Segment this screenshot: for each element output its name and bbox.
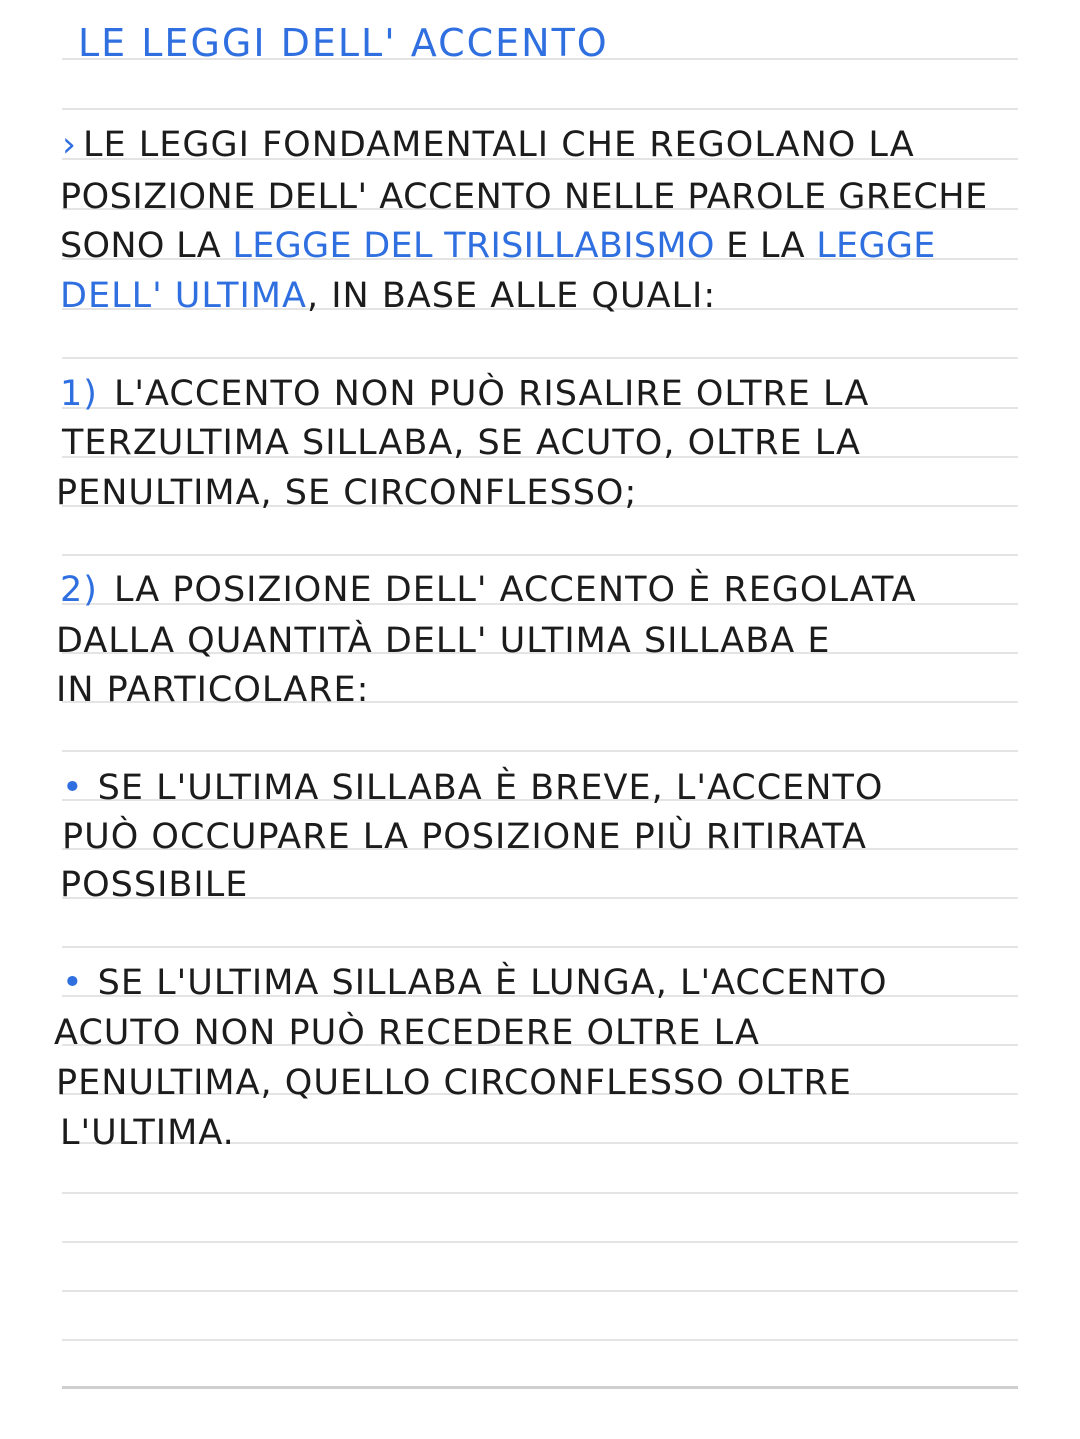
point-text: L'ULTIMA. (60, 1113, 235, 1153)
point-text: SE L'ULTIMA SILLABA È LUNGA, L'ACCENTO (97, 963, 888, 1003)
intro-line-2 (60, 177, 988, 217)
intro-line-3 (60, 226, 936, 266)
intro-text: POSIZIONE DELL' ACCENTO NELLE PAROLE GRECHE (60, 177, 988, 217)
rule-2-line-3 (56, 670, 370, 710)
arrow-bullet-icon: › (62, 125, 77, 165)
point-1-line-1 (62, 768, 884, 808)
law-trisyllabism: LEGGE DEL TRISILLABISMO (232, 226, 715, 266)
intro-text: SONO LA (60, 226, 233, 266)
law-last-syllable: LEGGE (816, 226, 936, 266)
dot-bullet-icon: • (62, 963, 84, 1003)
intro-text: , IN BASE ALLE QUALI: (306, 276, 717, 316)
rule-text: L'ACCENTO NON PUÒ RISALIRE OLTRE LA (113, 374, 870, 414)
rule-1-line-3 (56, 473, 638, 513)
point-2-line-2 (54, 1013, 760, 1053)
rule-text: IN PARTICOLARE: (56, 670, 370, 710)
point-2-line-1 (62, 963, 888, 1003)
dot-bullet-icon: • (62, 768, 84, 808)
rule-number: 1) (60, 374, 98, 414)
intro-text: E LA (714, 226, 817, 266)
rule-text: DALLA QUANTITÀ DELL' ULTIMA SILLABA E (56, 621, 831, 661)
rule-text: PENULTIMA, SE CIRCONFLESSO; (56, 473, 638, 513)
note-title: LE LEGGI DELL' ACCENTO (78, 21, 609, 65)
rule-2-line-1 (60, 570, 917, 610)
rule-text: LA POSIZIONE DELL' ACCENTO È REGOLATA (113, 570, 917, 610)
rule-1-line-2 (62, 423, 861, 463)
intro-text: LE LEGGI FONDAMENTALI CHE REGOLANO LA (83, 125, 915, 165)
point-1-line-2 (62, 817, 867, 857)
law-last-syllable: DELL' ULTIMA (60, 276, 307, 316)
rule-text: TERZULTIMA SILLABA, SE ACUTO, OLTRE LA (62, 423, 861, 463)
rule-1-line-1 (60, 374, 870, 414)
point-1-line-3 (60, 865, 249, 905)
point-text: ACUTO NON PUÒ RECEDERE OLTRE LA (54, 1013, 760, 1053)
point-2-line-4 (60, 1113, 235, 1153)
point-text: PUÒ OCCUPARE LA POSIZIONE PIÙ RITIRATA (62, 817, 867, 857)
point-text: PENULTIMA, QUELLO CIRCONFLESSO OLTRE (56, 1063, 852, 1103)
rule-number: 2) (60, 570, 98, 610)
intro-line-4 (60, 276, 717, 316)
point-text: POSSIBILE (60, 865, 249, 905)
point-text: SE L'ULTIMA SILLABA È BREVE, L'ACCENTO (97, 768, 884, 808)
intro-line-1 (62, 125, 915, 165)
point-2-line-3 (56, 1063, 852, 1103)
rule-2-line-2 (56, 621, 831, 661)
